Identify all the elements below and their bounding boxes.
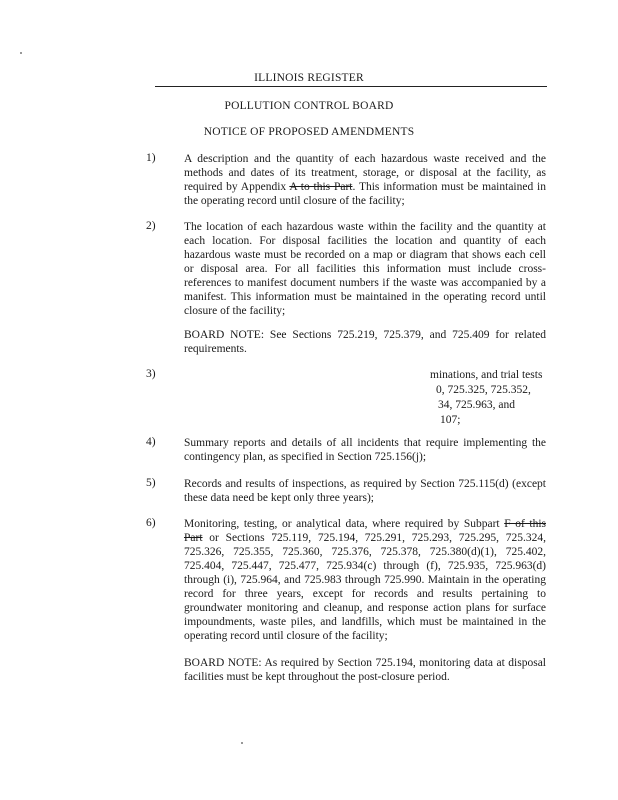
item-number: 6) xyxy=(146,517,156,529)
struck-text: F of this Part xyxy=(184,518,546,544)
item-text-part: . This information must be maintained in the operating record until closure of the facility; xyxy=(184,181,546,207)
register-title: ILLINOIS REGISTER xyxy=(254,72,364,84)
scan-speck xyxy=(20,52,22,54)
item-text xyxy=(184,152,546,208)
fragment-line: minations, and trial tests xyxy=(430,369,543,381)
item-text: The location of each hazardous waste within the facility and the quantity at each location. For disposal facilities the location and quantity of each hazardous waste must be recorded on a map or diagram that shows each cell or disposal area. For all facilities this information must include cross-references to manifest document numbers if the waste was accompanied by a manifest. This information must be maintained in the operating record until closure of the facility; xyxy=(184,221,546,317)
item-text-part: Monitoring, testing, or analytical data, where required by Subpart xyxy=(184,518,505,530)
header-rule xyxy=(155,86,547,87)
board-note-text: BOARD NOTE: As required by Section 725.194, monitoring data at disposal facilities must be kept throughout the post-closure period. xyxy=(184,657,546,683)
board-note-text: BOARD NOTE: See Sections 725.219, 725.379, and 725.409 for related requirements. xyxy=(184,329,546,355)
item-text-fragment xyxy=(426,368,556,428)
item-number: 3) xyxy=(146,368,156,380)
struck-text: A to this Part xyxy=(289,181,353,193)
item-number: 2) xyxy=(146,220,156,232)
item-text-part: or Sections 725.119, 725.194, 725.291, 725.293, 725.295, 725.324, 725.326, 725.355, 725.360, 725.376, 725.378, 725.380(d)(1), 725.402, 725.404, 725.447, 725.477, 725.934(c) through (f), 725.935, 725.963(d) through (i), 725.964, and 725.983 through 725.990. Maintain in the operating record for three years, except for records and results pertaining to groundwater monitoring and cleanup, and response action plans for surface impoundments, waste piles, and landfills, which must be maintained in the operating record until closure of the facility; xyxy=(184,532,546,642)
fragment-line: 0, 725.325, 725.352, xyxy=(436,384,531,396)
scan-speck xyxy=(241,742,243,744)
fragment-line: 34, 725.963, and xyxy=(438,399,515,411)
item-text-part: A description and the quantity of each hazardous waste received and the methods and dates of its treatment, storage, or disposal at the facility, as required by Appendix xyxy=(184,153,546,193)
item-number: 5) xyxy=(146,477,156,489)
item-number: 4) xyxy=(146,436,156,448)
item-text xyxy=(184,517,546,643)
item-text: Summary reports and details of all incidents that require implementing the contingency plan, as specified in Section 725.156(j); xyxy=(184,437,546,463)
item-text: Records and results of inspections, as required by Section 725.115(d) (except these data need be kept only three years); xyxy=(184,478,546,504)
item-number: 1) xyxy=(146,152,156,164)
fragment-line: 107; xyxy=(440,414,461,426)
board-title: POLLUTION CONTROL BOARD xyxy=(224,100,394,112)
notice-title: NOTICE OF PROPOSED AMENDMENTS xyxy=(203,126,415,138)
